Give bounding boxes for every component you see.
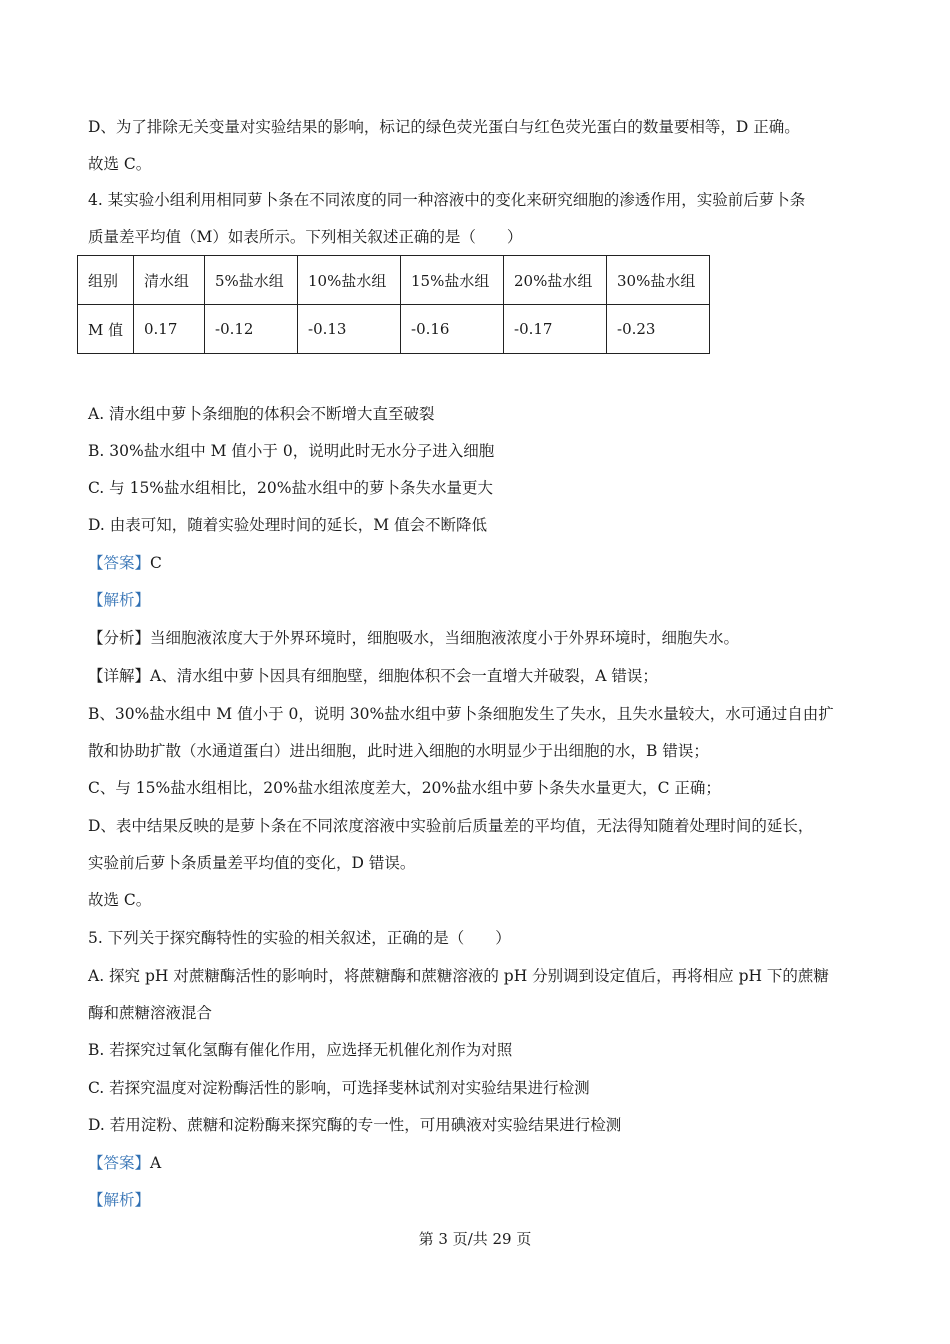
table-cell: -0.23 [607,305,710,354]
analysis-tag: 【解析】 [88,591,151,609]
table-cell: -0.13 [298,305,401,354]
q4-stem-line-2: 质量差平均值（M）如表所示。下列相关叙述正确的是（ ） [88,228,523,246]
q5-option-b: B. 若探究过氧化氢酶有催化作用，应选择无机催化剂作为对照 [88,1041,513,1059]
q5-option-a-line-1: A. 探究 pH 对蔗糖酶活性的影响时，将蔗糖酶和蔗糖溶液的 pH 分别调到设定值后，再将相应 pH 下的蔗糖 [88,967,829,985]
q5-stem: 5. 下列关于探究酶特性的实验的相关叙述，正确的是（ ） [88,929,511,947]
q5-answer [88,1153,161,1173]
q4-xiangjie-d-line-2: 实验前后萝卜条质量差平均值的变化，D 错误。 [88,854,416,872]
analysis-tag: 【解析】 [88,1191,151,1209]
answer-tag: 【答案】 [88,1154,151,1172]
q4-data-table [77,255,710,354]
table-header-cell: 5%盐水组 [205,256,298,305]
table-cell: M 值 [78,305,134,354]
table-header-cell: 30%盐水组 [607,256,710,305]
q4-option-a: A. 清水组中萝卜条细胞的体积会不断增大直至破裂 [88,405,435,423]
table-header-cell: 清水组 [134,256,205,305]
answer-value: C [150,554,162,572]
table-header-cell: 20%盐水组 [504,256,607,305]
table-cell: -0.16 [401,305,504,354]
prev-option-d-explanation: D、为了排除无关变量对实验结果的影响，标记的绿色荧光蛋白与红色荧光蛋白的数量要相等，D 正确。 [88,118,800,136]
table-cell: 0.17 [134,305,205,354]
q5-option-a-line-2: 酶和蔗糖溶液混合 [88,1004,213,1022]
page-footer: 第 3 页/共 29 页 [418,1230,532,1248]
q4-stem-line-1: 4. 某实验小组利用相同萝卜条在不同浓度的同一种溶液中的变化来研究细胞的渗透作用，实验前后萝卜条 [88,191,806,209]
q5-option-d: D. 若用淀粉、蔗糖和淀粉酶来探究酶的专一性，可用碘液对实验结果进行检测 [88,1116,622,1134]
q4-option-c: C. 与 15%盐水组相比，20%盐水组中的萝卜条失水量更大 [88,479,493,497]
table-header-cell: 15%盐水组 [401,256,504,305]
xiangjie-a-text: A、清水组中萝卜因具有细胞壁，细胞体积不会一直增大并破裂，A 错误； [150,667,658,685]
table-row [78,305,710,354]
q4-analysis-heading [88,590,150,610]
table-cell: -0.17 [504,305,607,354]
q4-fenxi [88,628,739,648]
q4-xiangjie-b-line-1: B、30%盐水组中 M 值小于 0，说明 30%盐水组中萝卜条细胞发生了失水，且失水量较大，水可通过自由扩 [88,705,834,723]
q4-choice: 故选 C。 [88,891,152,909]
q4-xiangjie-a [88,666,658,686]
fenxi-tag: 【分析】 [88,629,151,647]
q4-xiangjie-d-line-1: D、表中结果反映的是萝卜条在不同浓度溶液中实验前后质量差的平均值，无法得知随着处理时间的延长， [88,817,814,835]
table-cell: -0.12 [205,305,298,354]
table-header-row [78,256,710,305]
answer-tag: 【答案】 [88,554,151,572]
q4-xiangjie-b-line-2: 散和协助扩散（水通道蛋白）进出细胞，此时进入细胞的水明显少于出细胞的水，B 错误； [88,742,709,760]
table-header-cell: 10%盐水组 [298,256,401,305]
q5-analysis-heading [88,1190,150,1210]
prev-choice: 故选 C。 [88,155,152,173]
q4-xiangjie-c: C、与 15%盐水组相比，20%盐水组浓度差大，20%盐水组中萝卜条失水量更大，C 正确； [88,779,721,797]
answer-value: A [150,1154,162,1172]
fenxi-text: 当细胞液浓度大于外界环境时，细胞吸水，当细胞液浓度小于外界环境时，细胞失水。 [150,629,740,647]
q4-option-d: D. 由表可知，随着实验处理时间的延长，M 值会不断降低 [88,516,488,534]
q4-answer [88,553,162,573]
q4-option-b: B. 30%盐水组中 M 值小于 0，说明此时无水分子进入细胞 [88,442,495,460]
q5-option-c: C. 若探究温度对淀粉酶活性的影响，可选择斐林试剂对实验结果进行检测 [88,1079,590,1097]
table-header-cell: 组别 [78,256,134,305]
xiangjie-tag: 【详解】 [88,667,151,685]
